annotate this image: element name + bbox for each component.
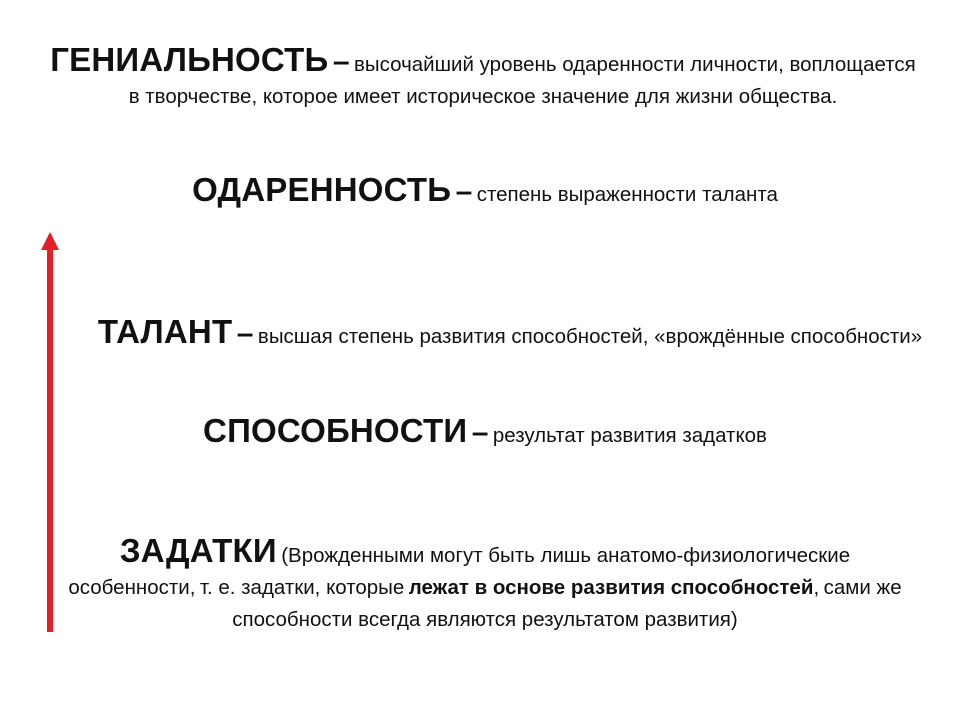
term-giftedness: ОДАРЕННОСТЬ [192,171,452,208]
desc-makings-comma: , [813,576,820,599]
giftedness-definition [60,171,910,212]
desc-makings-bold: лежат в основе развития способностей [408,576,814,599]
desc-giftedness: степень выраженности таланта [476,183,778,206]
abilities-definition [60,412,910,453]
dash: – [236,317,254,350]
upward-arrow-icon [40,230,60,632]
arrow-shaft [47,248,53,632]
term-talent: ТАЛАНТ [97,313,233,350]
desc-makings-rest: сами же способности всегда являются результатом развития) [232,576,902,631]
arrow-head [41,232,59,250]
term-genius: ГЕНИАЛЬНОСТЬ [50,41,329,78]
dash: – [455,175,473,208]
genius-definition [50,41,916,114]
desc-talent: высшая степень развития способностей, «врождённые способности» [257,325,923,348]
desc-genius: высочайший уровень одаренности личности, воплощается в творчестве, которое имеет историческое значение для жизни общества. [128,53,916,108]
desc-abilities: результат развития задатков [492,424,767,447]
desc-makings-open: (Врожденными могут быть лишь анатомо-физиологические особенности, [68,544,851,599]
makings-definition [60,532,910,637]
term-abilities: СПОСОБНОСТИ [203,412,468,449]
dash: – [471,416,489,449]
dash: – [332,45,350,78]
desc-makings-mid: т. е. задатки, которые [199,576,405,599]
talent-definition [70,313,950,354]
term-makings: ЗАДАТКИ [119,532,277,569]
